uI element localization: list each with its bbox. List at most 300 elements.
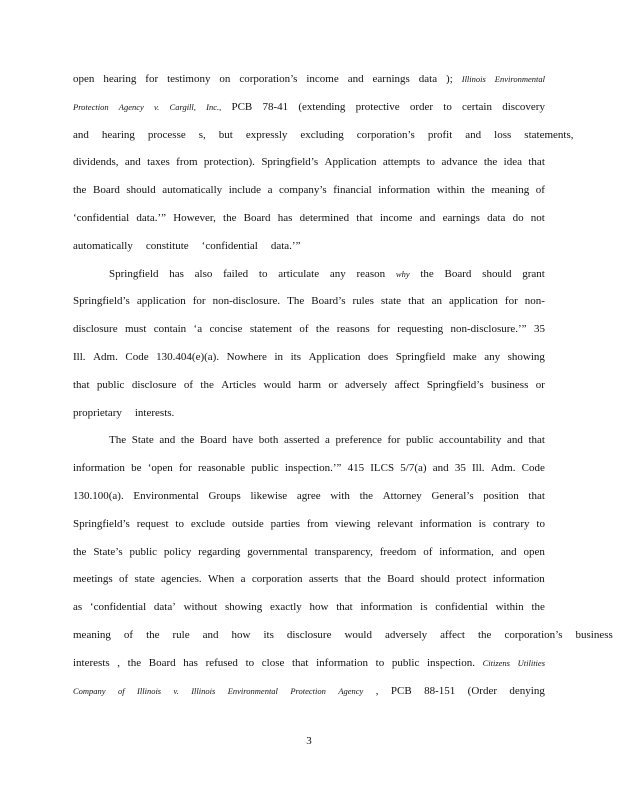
word: Code: [521, 462, 545, 475]
word: rules: [352, 295, 374, 308]
word: v.: [154, 101, 160, 112]
word: Application: [324, 156, 377, 169]
word: the: [180, 434, 195, 447]
word: Illinois: [191, 685, 216, 696]
word: for: [504, 295, 518, 308]
text-line: [73, 681, 545, 709]
word: parties: [270, 517, 300, 530]
word: for: [178, 462, 192, 475]
word: hearing: [101, 128, 135, 141]
word: (Order: [467, 684, 497, 697]
word: of: [123, 628, 134, 641]
word: the: [483, 156, 498, 169]
text-line: [73, 291, 545, 319]
word: its: [290, 350, 302, 363]
text-line: [73, 375, 545, 403]
word: state: [380, 295, 402, 308]
word: or: [328, 378, 338, 391]
word: requesting: [397, 323, 444, 336]
word: ,: [117, 656, 121, 669]
word: idea: [503, 156, 522, 169]
word: that: [528, 156, 545, 169]
word: ‘a: [193, 323, 203, 336]
word: interests: [73, 656, 110, 669]
word: meetings: [73, 573, 113, 586]
word: does: [368, 350, 389, 363]
word: has: [169, 267, 184, 280]
word: accountability: [439, 434, 502, 447]
word: and: [500, 545, 517, 558]
word: adversely: [345, 378, 388, 391]
text-line: [73, 486, 545, 514]
text-line: [73, 236, 545, 264]
word: of: [183, 378, 193, 391]
word: articulate: [278, 267, 320, 280]
word: confidential: [435, 601, 488, 614]
word: a: [240, 573, 246, 586]
word: the: [200, 378, 214, 391]
word: and: [124, 156, 141, 169]
word: is: [420, 601, 428, 614]
word: affect: [440, 628, 465, 641]
word: how: [231, 628, 251, 641]
word: business: [575, 628, 613, 641]
word: regarding: [198, 545, 241, 558]
word: public: [129, 545, 158, 558]
word: is: [478, 517, 486, 530]
word: information: [492, 573, 545, 586]
word: Company: [73, 685, 106, 696]
text-line: [73, 625, 613, 653]
word: statements,: [524, 128, 574, 141]
word: information: [378, 184, 431, 197]
word: meaning: [491, 184, 530, 197]
word: loss: [494, 128, 512, 141]
word: the: [420, 267, 434, 280]
word: non-disclosure.: [212, 295, 281, 308]
word: Application: [308, 350, 361, 363]
word: ILCS: [370, 462, 395, 475]
word: that: [73, 378, 90, 391]
word: Springfield’s: [426, 378, 484, 391]
word: Adm.: [490, 462, 516, 475]
word: any: [484, 350, 501, 363]
word: or: [535, 378, 545, 391]
word: Board: [199, 434, 227, 447]
word: open: [523, 545, 545, 558]
word: asserted: [283, 434, 320, 447]
word: automatically: [73, 239, 133, 252]
word: Board: [148, 656, 176, 669]
word: why: [395, 268, 410, 279]
word: The: [109, 434, 127, 447]
word: Springfield’s: [261, 156, 319, 169]
word: Agency: [118, 101, 144, 112]
word: reasons: [336, 323, 370, 336]
word: hearing: [103, 73, 137, 85]
word: Groups: [208, 489, 241, 502]
text-line: [73, 458, 545, 486]
word: protection).: [203, 156, 255, 169]
word: reasonable: [197, 462, 245, 475]
word: should: [482, 267, 512, 280]
text-line: [73, 264, 545, 292]
word: The: [287, 295, 305, 308]
word: disclosure: [73, 323, 118, 336]
word: the: [127, 656, 142, 669]
word: earnings: [442, 211, 480, 224]
word: to: [175, 517, 184, 530]
body-text: [73, 69, 613, 708]
word: Springfield: [109, 267, 159, 280]
word: certain: [462, 100, 492, 113]
word: of: [118, 685, 125, 696]
word: that: [336, 601, 353, 614]
word: the: [73, 545, 87, 558]
word: information: [419, 517, 472, 530]
word: processe: [147, 128, 186, 141]
word: for: [387, 434, 401, 447]
word: governmental: [247, 545, 308, 558]
word: the: [477, 628, 492, 641]
word: of: [423, 545, 433, 558]
text-line: [73, 514, 545, 542]
word: make: [452, 350, 477, 363]
word: should: [420, 573, 450, 586]
word: for: [377, 323, 390, 336]
word: information: [73, 462, 125, 475]
word: should: [126, 184, 156, 197]
text-line: [73, 97, 545, 125]
word: 130.404(e)(a).: [156, 350, 220, 363]
word: state: [134, 573, 155, 586]
word: profit: [427, 128, 453, 141]
word: Environmental: [494, 74, 545, 84]
word: s,: [198, 128, 206, 141]
word: asserts: [308, 573, 339, 586]
text-line: [73, 208, 545, 236]
word: Protection: [290, 685, 326, 696]
word: data: [487, 211, 506, 224]
word: information: [316, 656, 369, 669]
word: have: [232, 434, 254, 447]
word: corporation’s: [239, 73, 298, 85]
word: to: [375, 656, 385, 669]
word: for: [192, 295, 206, 308]
word: and: [202, 628, 219, 641]
word: but: [218, 128, 233, 141]
word: that: [408, 295, 425, 308]
word: ‘confidential: [73, 211, 130, 224]
word: Springfield: [395, 350, 446, 363]
word: any: [329, 267, 346, 280]
word: dividends,: [73, 156, 119, 169]
word: data.’”: [136, 211, 167, 224]
word: information,: [439, 545, 494, 558]
word: of: [535, 184, 545, 197]
word: the: [315, 323, 330, 336]
word: on: [219, 73, 231, 85]
word: that: [528, 489, 545, 502]
word: to: [245, 656, 255, 669]
word: adversely: [384, 628, 428, 641]
word: Utilities: [517, 657, 545, 668]
word: close: [261, 656, 285, 669]
word: of: [119, 573, 129, 586]
word: for: [145, 73, 159, 85]
word: outside: [231, 517, 264, 530]
word: );: [446, 73, 453, 85]
word: position: [483, 489, 519, 502]
word: Inc.,: [206, 101, 222, 112]
word: a: [324, 434, 330, 447]
word: that: [291, 656, 309, 669]
word: preference: [335, 434, 382, 447]
word: from: [306, 517, 329, 530]
word: Code: [125, 350, 149, 363]
word: has: [277, 211, 293, 224]
word: 5/7(a): [400, 462, 427, 475]
word: corporation’s: [504, 628, 563, 641]
word: agencies.: [161, 573, 202, 586]
word: Springfield’s: [73, 517, 130, 530]
text-line: [73, 180, 545, 208]
word: open: [73, 73, 95, 85]
word: expressly: [245, 128, 288, 141]
word: has: [183, 656, 198, 669]
word: must: [124, 323, 147, 336]
word: disclosure: [131, 378, 177, 391]
word: Citizens: [482, 657, 510, 668]
text-line: [73, 569, 545, 597]
word: and: [419, 211, 436, 224]
word: freedom: [379, 545, 417, 558]
word: Attorney: [382, 489, 422, 502]
word: interests.: [134, 406, 175, 419]
word: refused: [205, 656, 238, 669]
word: When: [208, 573, 235, 586]
word: Illinois: [137, 685, 162, 696]
word: attempts: [382, 156, 421, 169]
word: data: [418, 73, 438, 85]
word: denying: [509, 684, 545, 697]
word: the: [146, 628, 160, 641]
word: State’s: [93, 545, 123, 558]
word: public: [405, 434, 434, 447]
word: the: [359, 489, 374, 502]
word: Protection: [73, 101, 109, 112]
word: affect: [394, 378, 420, 391]
word: contrary: [492, 517, 530, 530]
word: a: [267, 184, 273, 197]
word: ‘confidential: [89, 601, 147, 614]
word: 78-41: [262, 100, 289, 113]
word: failed: [223, 267, 249, 280]
word: the: [367, 573, 381, 586]
word: corporation’s: [356, 128, 415, 141]
text-line: [73, 542, 545, 570]
text-line: [73, 597, 545, 625]
word: exactly: [270, 601, 302, 614]
word: Environmental: [133, 489, 199, 502]
word: showing: [507, 350, 545, 363]
word: within: [436, 184, 465, 197]
word: 35: [454, 462, 466, 475]
word: also: [194, 267, 213, 280]
text-line: [73, 125, 574, 153]
word: that: [528, 434, 545, 447]
word: how: [309, 601, 329, 614]
word: public: [96, 378, 125, 391]
word: non-: [524, 295, 545, 308]
word: inspection.’”: [284, 462, 342, 475]
word: statement: [249, 323, 292, 336]
word: and: [432, 462, 449, 475]
word: within: [495, 601, 524, 614]
word: 88-151: [424, 684, 456, 697]
word: and: [347, 73, 364, 85]
word: information: [360, 601, 413, 614]
word: not: [530, 211, 545, 224]
word: showing: [224, 601, 263, 614]
word: an: [431, 295, 442, 308]
word: Adm.: [93, 350, 118, 363]
text-line: [73, 347, 545, 375]
word: Articles: [221, 378, 257, 391]
word: (extending: [298, 100, 346, 113]
word: harm: [298, 378, 322, 391]
word: public: [251, 462, 279, 475]
word: to: [443, 100, 452, 113]
word: include: [228, 184, 262, 197]
word: and: [159, 434, 176, 447]
word: ‘confidential: [201, 239, 258, 252]
word: However,: [173, 211, 216, 224]
word: concise: [209, 323, 243, 336]
word: the: [73, 184, 87, 197]
text-line: [73, 403, 545, 431]
word: excluding: [300, 128, 344, 141]
word: Cargill,: [169, 101, 196, 112]
word: contain: [153, 323, 187, 336]
word: policy: [163, 545, 192, 558]
word: with: [330, 489, 350, 502]
word: request: [136, 517, 169, 530]
text-line: [73, 69, 545, 97]
word: Agency: [338, 685, 364, 696]
word: public: [391, 656, 420, 669]
word: corporation: [251, 573, 303, 586]
word: disclosure: [286, 628, 332, 641]
word: application: [449, 295, 498, 308]
word: v.: [173, 685, 179, 696]
word: to: [426, 156, 436, 169]
word: Nowhere: [226, 350, 267, 363]
word: would: [263, 378, 291, 391]
word: would: [344, 628, 372, 641]
word: 35: [533, 323, 545, 336]
word: proprietary: [73, 406, 122, 419]
word: protective: [355, 100, 400, 113]
word: that: [356, 211, 373, 224]
word: Board’s: [311, 295, 346, 308]
word: from: [176, 156, 198, 169]
word: likewise: [250, 489, 288, 502]
word: 415: [347, 462, 365, 475]
word: Board: [387, 573, 414, 586]
word: protect: [456, 573, 487, 586]
word: Board: [92, 184, 120, 197]
word: General’s: [431, 489, 474, 502]
word: transparency,: [314, 545, 373, 558]
word: the: [531, 601, 545, 614]
text-line: [73, 653, 545, 681]
word: viewing: [335, 517, 371, 530]
word: rule: [172, 628, 190, 641]
word: agree: [296, 489, 321, 502]
word: testimony: [167, 73, 211, 85]
word: without: [183, 601, 218, 614]
word: both: [258, 434, 279, 447]
word: constitute: [145, 239, 189, 252]
word: income: [379, 211, 413, 224]
word: do: [512, 211, 524, 224]
word: order: [409, 100, 434, 113]
word: the: [471, 184, 485, 197]
word: Ill.: [73, 350, 86, 363]
word: 130.100(a).: [73, 489, 124, 502]
word: to: [258, 267, 268, 280]
word: data.’”: [270, 239, 301, 252]
word: and: [73, 128, 89, 141]
word: discovery: [502, 100, 545, 113]
word: ,: [375, 684, 379, 697]
word: income: [306, 73, 339, 85]
text-line: [73, 152, 545, 180]
word: determined: [299, 211, 350, 224]
word: that: [344, 573, 361, 586]
word: State: [131, 434, 154, 447]
word: Board: [243, 211, 271, 224]
word: be: [131, 462, 142, 475]
word: Ill.: [472, 462, 485, 475]
word: inspection.: [426, 656, 475, 669]
word: business: [491, 378, 529, 391]
word: relevant: [377, 517, 413, 530]
word: data’: [153, 601, 176, 614]
word: application: [136, 295, 186, 308]
word: in: [274, 350, 284, 363]
word: and: [506, 434, 523, 447]
word: ‘open: [147, 462, 173, 475]
word: taxes: [147, 156, 170, 169]
word: Springfield’s: [73, 295, 130, 308]
word: PCB: [390, 684, 412, 697]
word: as: [73, 601, 83, 614]
page-number: 3: [306, 735, 312, 747]
word: and: [465, 128, 482, 141]
word: company’s: [279, 184, 327, 197]
word: to: [536, 517, 545, 530]
word: Board: [444, 267, 472, 280]
word: of: [299, 323, 309, 336]
word: Illinois: [461, 74, 486, 84]
word: financial: [333, 184, 372, 197]
word: its: [263, 628, 274, 641]
word: automatically: [162, 184, 223, 197]
word: PCB: [231, 100, 253, 113]
word: Environmental: [227, 685, 278, 696]
